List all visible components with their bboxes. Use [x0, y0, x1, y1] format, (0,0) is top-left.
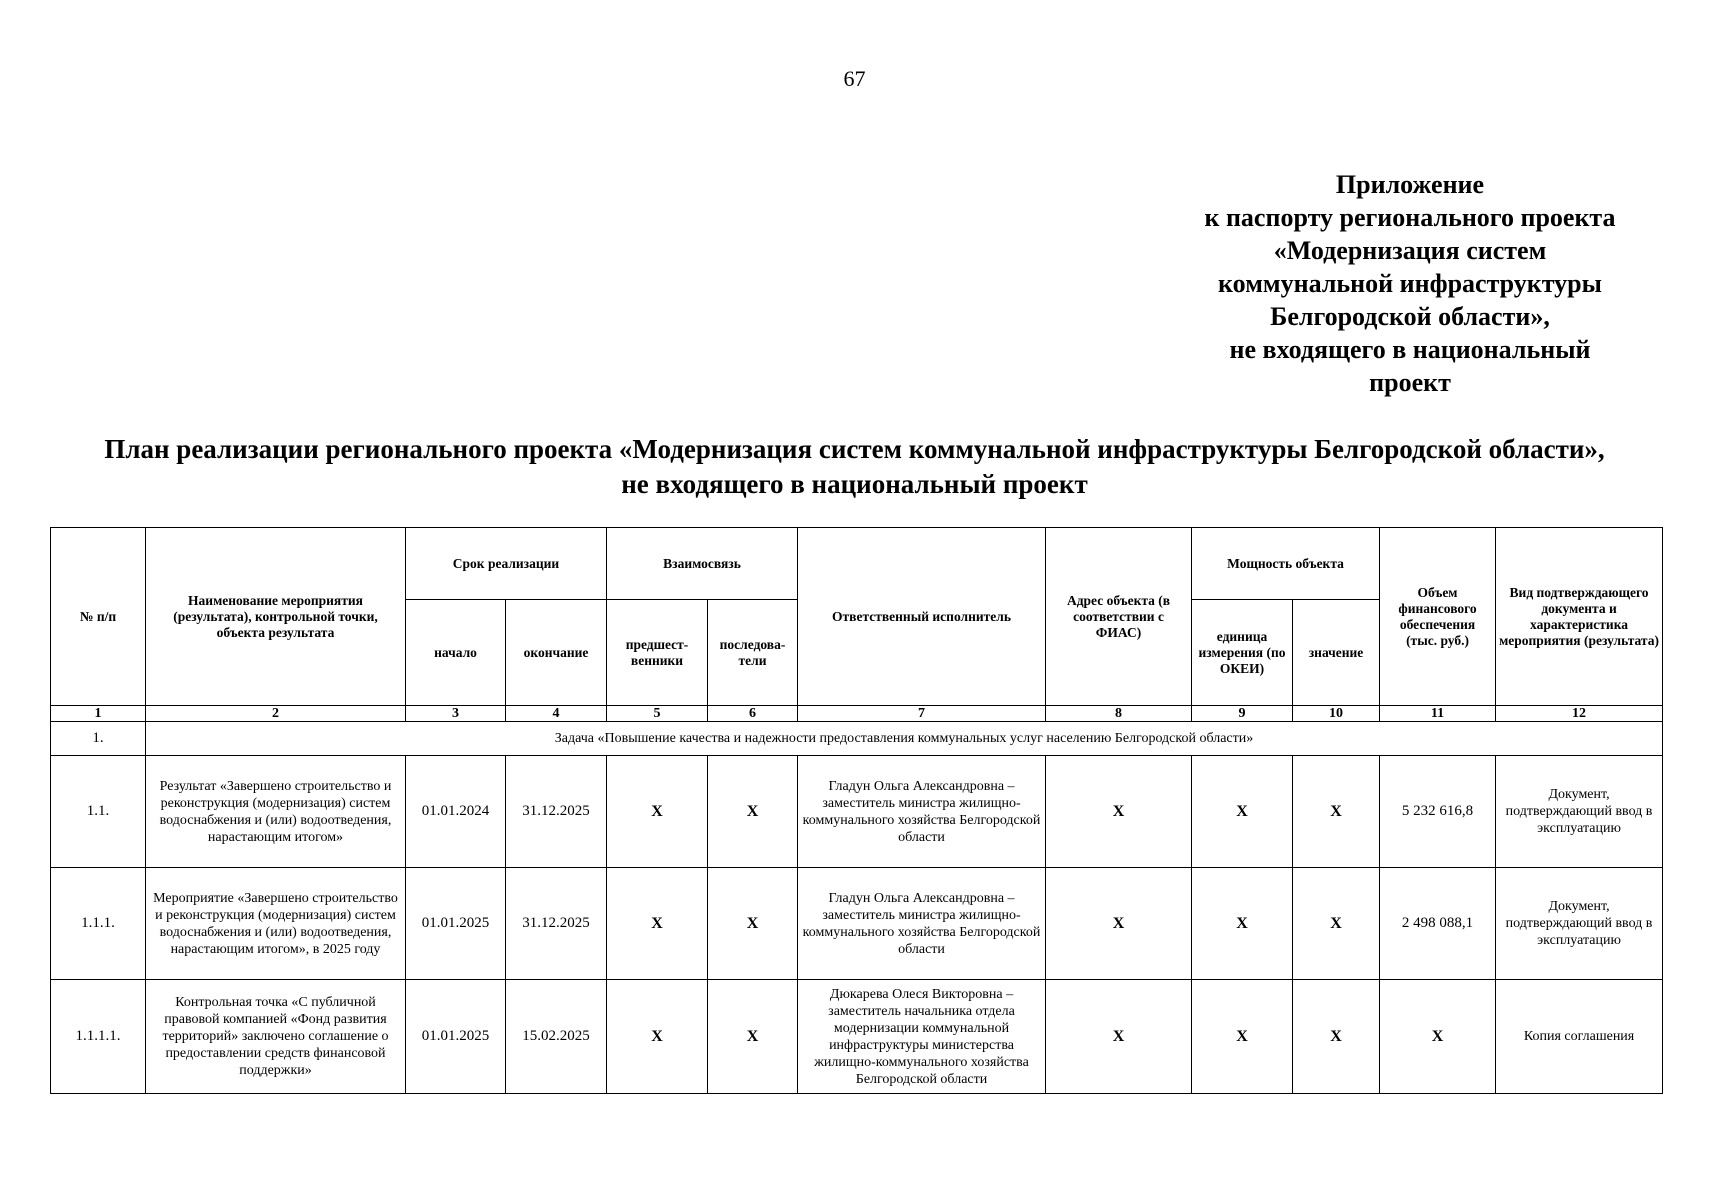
appendix-line: Приложение — [1335, 170, 1485, 199]
row-unit: X — [1192, 868, 1293, 980]
row-start-date: 01.01.2025 — [406, 868, 506, 980]
header-num: № п/п — [51, 528, 146, 706]
column-number: 7 — [798, 706, 1046, 722]
row-num: 1.1.1. — [51, 868, 146, 980]
row-responsible: Гладун Ольга Александровна – заместитель министра жилищно-коммунального хозяйства Белгородской области — [798, 868, 1046, 980]
plan-title-line1: План реализации регионального проекта «Модернизация систем коммунальной инфраструктуры Белгородской области», — [104, 434, 1605, 464]
column-number: 11 — [1380, 706, 1496, 722]
row-document: Документ, подтверждающий ввод в эксплуатацию — [1496, 868, 1663, 980]
appendix-line: коммунальной инфраструктуры — [1218, 269, 1602, 298]
row-end-date: 31.12.2025 — [506, 868, 607, 980]
column-number: 10 — [1293, 706, 1380, 722]
row-unit: X — [1192, 756, 1293, 868]
page-number: 67 — [843, 66, 866, 91]
row-finance: 5 232 616,8 — [1380, 756, 1496, 868]
row-unit: X — [1192, 980, 1293, 1094]
header-value: значение — [1293, 600, 1380, 706]
column-number: 2 — [146, 706, 406, 722]
plan-title — [0, 432, 1709, 502]
table-row — [51, 868, 1663, 980]
appendix-line: «Модернизация систем — [1273, 236, 1547, 265]
row-predecessors: X — [607, 868, 708, 980]
header-term-end: окончание — [506, 600, 607, 706]
row-responsible: Дюкарева Олеся Викторовна – заместитель начальника отдела модернизации коммунальной инфраструктуры министерства жилищно-коммунального хозяйства Белгородской области — [798, 980, 1046, 1094]
row-finance: X — [1380, 980, 1496, 1094]
row-name: Мероприятие «Завершено строительство и реконструкция (модернизация) систем водоснабжения и (или) водоотведения, нарастающим итогом», в 2025 году — [146, 868, 406, 980]
appendix-line: Белгородской области», — [1270, 302, 1550, 331]
column-number: 1 — [51, 706, 146, 722]
appendix-heading — [1180, 168, 1640, 399]
header-name: Наименование мероприятия (результата), контрольной точки, объекта результата — [146, 528, 406, 706]
header-successors: последова-тели — [708, 600, 798, 706]
header-document: Вид подтверждающего документа и характеристика мероприятия (результата) — [1496, 528, 1663, 706]
task-text: Задача «Повышение качества и надежности предоставления коммунальных услуг населению Белгородской области» — [146, 722, 1663, 756]
column-number: 4 — [506, 706, 607, 722]
row-num: 1.1. — [51, 756, 146, 868]
header-capacity: Мощность объекта — [1192, 528, 1380, 600]
appendix-line: проект — [1369, 368, 1451, 397]
plan-title-line2: не входящего в национальный проект — [621, 469, 1088, 499]
header-responsible: Ответственный исполнитель — [798, 528, 1046, 706]
row-document: Документ, подтверждающий ввод в эксплуатацию — [1496, 756, 1663, 868]
row-address: X — [1046, 756, 1192, 868]
appendix-line: к паспорту регионального проекта — [1204, 203, 1616, 232]
row-value: X — [1293, 980, 1380, 1094]
column-number: 5 — [607, 706, 708, 722]
header-finance: Объем финансового обеспечения (тыс. руб.) — [1380, 528, 1496, 706]
appendix-line: не входящего в национальный — [1229, 335, 1591, 364]
table-row — [51, 980, 1663, 1094]
column-number: 3 — [406, 706, 506, 722]
row-start-date: 01.01.2024 — [406, 756, 506, 868]
implementation-plan-table — [50, 527, 1663, 1094]
table-row — [51, 756, 1663, 868]
task-num: 1. — [51, 722, 146, 756]
column-number-row — [51, 706, 1663, 722]
header-predecessors: предшест-венники — [607, 600, 708, 706]
row-predecessors: X — [607, 756, 708, 868]
row-value: X — [1293, 756, 1380, 868]
row-name: Контрольная точка «С публичной правовой компанией «Фонд развития территорий» заключено соглашение о предоставлении средств финансовой поддержки» — [146, 980, 406, 1094]
header-term: Срок реализации — [406, 528, 607, 600]
column-number: 9 — [1192, 706, 1293, 722]
header-term-start: начало — [406, 600, 506, 706]
column-number: 12 — [1496, 706, 1663, 722]
row-responsible: Гладун Ольга Александровна – заместитель министра жилищно-коммунального хозяйства Белгородской области — [798, 756, 1046, 868]
row-start-date: 01.01.2025 — [406, 980, 506, 1094]
row-num: 1.1.1.1. — [51, 980, 146, 1094]
row-successors: X — [708, 868, 798, 980]
row-end-date: 15.02.2025 — [506, 980, 607, 1094]
header-unit: единица измерения (по ОКЕИ) — [1192, 600, 1293, 706]
row-value: X — [1293, 868, 1380, 980]
row-document: Копия соглашения — [1496, 980, 1663, 1094]
row-finance: 2 498 088,1 — [1380, 868, 1496, 980]
header-relation: Взаимосвязь — [607, 528, 798, 600]
column-number: 8 — [1046, 706, 1192, 722]
header-address: Адрес объекта (в соответствии с ФИАС) — [1046, 528, 1192, 706]
row-successors: X — [708, 980, 798, 1094]
row-end-date: 31.12.2025 — [506, 756, 607, 868]
column-number: 6 — [708, 706, 798, 722]
row-address: X — [1046, 980, 1192, 1094]
row-successors: X — [708, 756, 798, 868]
row-address: X — [1046, 868, 1192, 980]
row-predecessors: X — [607, 980, 708, 1094]
task-row — [51, 722, 1663, 756]
row-name: Результат «Завершено строительство и реконструкция (модернизация) систем водоснабжения и (или) водоотведения, нарастающим итогом» — [146, 756, 406, 868]
